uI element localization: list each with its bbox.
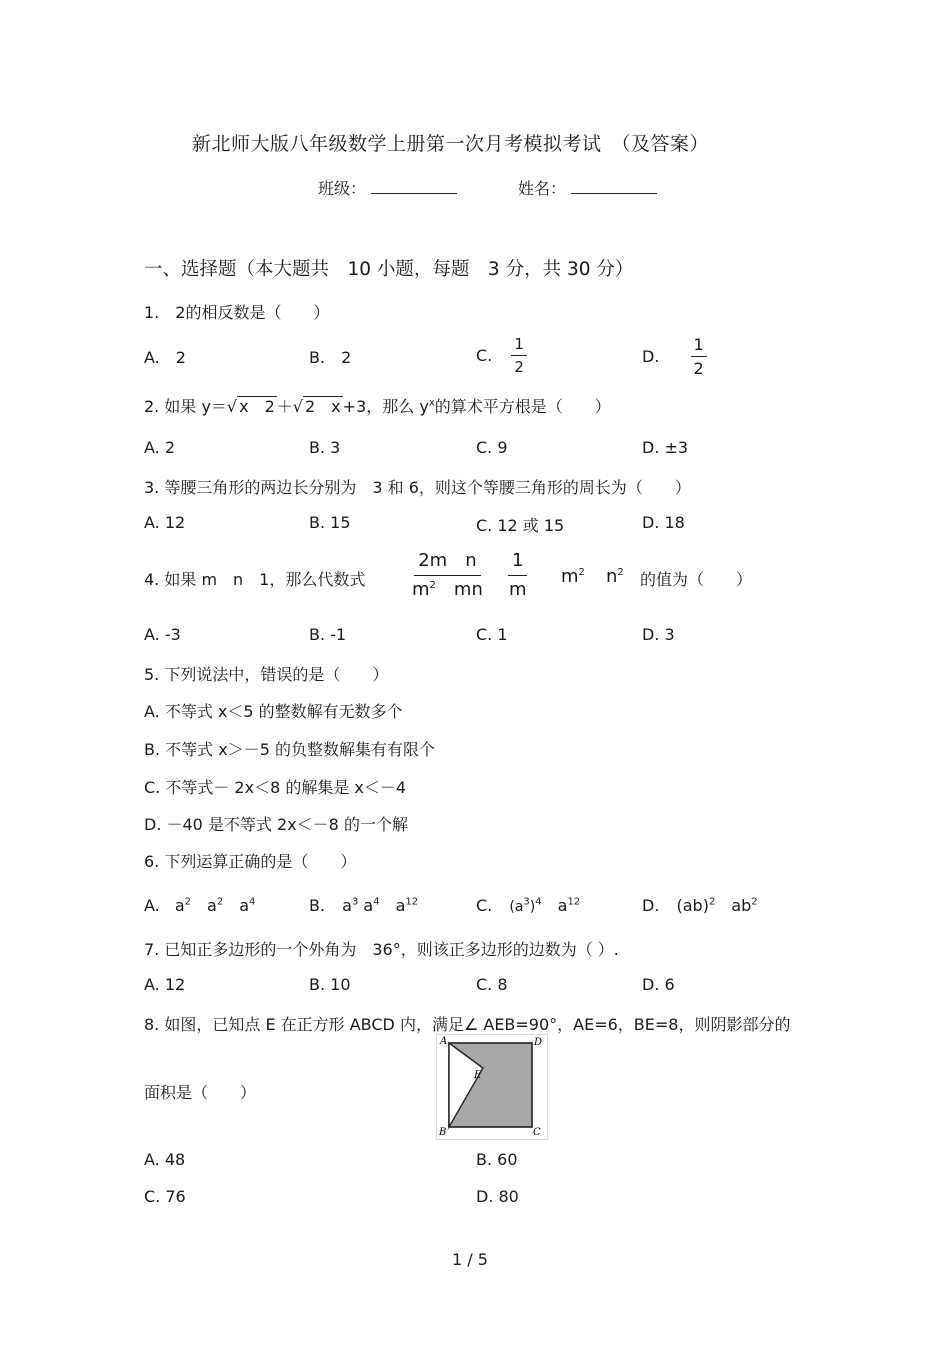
q6-a-term2: a [191, 896, 217, 915]
q2-option-c: C. 9 [476, 438, 508, 457]
q6-option-c [476, 893, 580, 916]
q3-stem: 3. 等腰三角形的两边长分别为 3 和 6，则这个等腰三角形的周长为（ ） [144, 478, 691, 497]
q6-a-sup2: 2 [216, 896, 224, 908]
q6-stem: 6. 下列运算正确的是（ ） [144, 852, 357, 871]
q4-fraction-2-body [508, 551, 527, 600]
q1-d-fraction [691, 336, 707, 377]
q4-fraction-2 [508, 551, 527, 600]
q2-post-sup: x [428, 397, 435, 409]
q6-c-sup1: 3 [523, 896, 530, 908]
name-field [518, 176, 657, 199]
q1-option-c [476, 336, 527, 375]
q8-option-c: C. 76 [144, 1187, 186, 1206]
name-label: 姓名： [518, 179, 567, 198]
q1-option-c-label: C. [476, 346, 493, 365]
q6-b-sup1: 3 [351, 896, 359, 908]
q5-option-d: D. －40 是不等式 2x＜－8 的一个解 [144, 815, 408, 834]
class-field [318, 176, 457, 199]
q4-m-squared [561, 566, 585, 587]
q2-post: +3，那么 y [342, 397, 429, 416]
q1-c-numerator: 1 [511, 336, 527, 356]
q6-d-term2: ab [715, 896, 752, 915]
q4-f2-denominator: m [508, 578, 527, 600]
q4-option-c: C. 1 [476, 625, 508, 644]
q5-option-a: A. 不等式 x＜5 的整数解有无数多个 [144, 702, 403, 721]
q4-tail: 的值为（ ） [640, 570, 753, 589]
q1-d-denominator: 2 [693, 358, 704, 378]
q6-c-term3: a [541, 896, 568, 915]
q7-option-a: A. 12 [144, 975, 186, 994]
q6-b-term2: a [358, 896, 374, 915]
q2-plus: ＋ [276, 397, 293, 416]
q8-stem-continued: 面积是（ ） [144, 1083, 257, 1102]
q4-fraction-1 [412, 551, 483, 600]
section-heading: 一、选择题（本大题共 10 小题，每题 3 分，共 30 分） [144, 259, 634, 280]
q6-a-sup1: 2 [184, 896, 192, 908]
q1-option-d [642, 336, 707, 377]
q4-f1-numerator: 2m n [414, 551, 480, 576]
q8-option-b: B. 60 [476, 1150, 518, 1169]
q4-m-sup: 2 [578, 567, 585, 578]
q2-pre: 2. 如果 y＝ [144, 397, 227, 416]
q4-f1-denominator [412, 576, 483, 600]
q5-option-b: B. 不等式 x＞－5 的负整数解集有有限个 [144, 740, 435, 759]
q1-d-numerator: 1 [691, 336, 707, 357]
q2-radicand-2: 2 x [305, 397, 341, 416]
q6-d-label: D. [642, 896, 660, 915]
q3-option-c: C. 12 或 15 [476, 516, 565, 535]
q6-b-term3: a [379, 896, 406, 915]
q6-c-term2: ) [529, 899, 536, 915]
q6-c-sup3: 12 [567, 896, 581, 908]
q4-f1-den-tail: mn [435, 578, 483, 600]
q1-option-d-label: D. [642, 347, 660, 367]
q7-option-c: C. 8 [476, 975, 508, 994]
q6-b-label: B. [309, 896, 326, 915]
page-number: 1 / 5 [452, 1250, 488, 1269]
label-c: C [533, 1127, 541, 1138]
q2-option-b: B. 3 [309, 438, 341, 457]
label-e: E [474, 1070, 482, 1081]
q4-n-squared [606, 566, 624, 587]
q6-b-term1: a [342, 896, 352, 915]
q7-option-d: D. 6 [642, 975, 675, 994]
q1-stem: 1. 2的相反数是（ ） [144, 303, 330, 322]
class-label: 班级： [318, 179, 367, 198]
q8-figure [436, 1034, 548, 1140]
q6-a-label: A. [144, 896, 160, 915]
q2-stem [144, 394, 611, 417]
sqrt-icon: √ [226, 397, 238, 416]
q7-stem: 7. 已知正多边形的一个外角为 36°，则该正多边形的边数为（ ）. [144, 940, 619, 959]
q4-n-sup: 2 [617, 567, 624, 578]
q6-d-sup1: 2 [708, 896, 716, 908]
q5-option-c: C. 不等式－ 2x＜8 的解集是 x＜－4 [144, 778, 407, 797]
q4-pre: 4. 如果 m n 1，那么代数式 [144, 570, 366, 589]
q6-a-term1: a [174, 896, 185, 915]
q4-f1-den-m: m [412, 578, 430, 600]
q4-m: m [561, 566, 579, 587]
q7-option-b: B. 10 [309, 975, 351, 994]
q2-tail: 的算术平方根是（ ） [434, 397, 611, 416]
q5-stem: 5. 下列说法中，错误的是（ ） [144, 665, 389, 684]
q6-a-sup3: 4 [249, 896, 256, 908]
q8-option-d: D. 80 [476, 1187, 519, 1206]
q4-f2-numerator: 1 [508, 551, 527, 576]
q6-c-sup2: 4 [535, 896, 542, 908]
q6-d-sup2: 2 [751, 896, 758, 908]
q2-radicand-1: x 2 [239, 397, 275, 416]
q6-d-term1: (ab) [676, 896, 709, 915]
q4-fraction-1-body [412, 551, 483, 600]
q3-option-d: D. 18 [642, 513, 685, 532]
q2-option-d: D. ±3 [642, 438, 689, 457]
q6-option-b [309, 893, 418, 916]
q1-option-b: B. 2 [309, 348, 352, 367]
q6-b-sup3: 12 [405, 896, 419, 908]
q4-f1-den-sup: 2 [429, 579, 436, 591]
q8-stem: 8. 如图，已知点 E 在正方形 ABCD 内，满足∠ AEB=90°，AE=6，BE=8，则阴影部分的 [144, 1015, 791, 1034]
q6-option-a [144, 893, 255, 916]
q3-option-b: B. 15 [309, 513, 351, 532]
q8-option-a: A. 48 [144, 1150, 186, 1169]
q6-a-term3: a [223, 896, 250, 915]
sqrt-icon: √ [292, 397, 303, 416]
q1-c-fraction [511, 336, 527, 375]
document-title: 新北师大版八年级数学上册第一次月考模拟考试 （及答案） [192, 133, 710, 155]
q6-b-sup2: 4 [373, 896, 380, 908]
label-d: D [534, 1037, 543, 1048]
q4-option-a: A. -3 [144, 625, 181, 644]
name-blank [571, 179, 657, 194]
q1-option-a: A. 2 [144, 348, 186, 367]
q6-option-d [642, 893, 758, 916]
q4-option-d: D. 3 [642, 625, 675, 644]
q4-option-b: B. -1 [309, 625, 347, 644]
q6-c-label: C. [476, 896, 493, 915]
q3-option-a: A. 12 [144, 513, 186, 532]
q2-option-a: A. 2 [144, 438, 176, 457]
q4-n: n [606, 566, 618, 587]
label-a: A [440, 1036, 448, 1047]
q6-c-term1: (a [509, 899, 524, 915]
q1-c-denominator: 2 [514, 357, 524, 376]
label-b: B [439, 1127, 447, 1138]
class-blank [371, 179, 457, 194]
